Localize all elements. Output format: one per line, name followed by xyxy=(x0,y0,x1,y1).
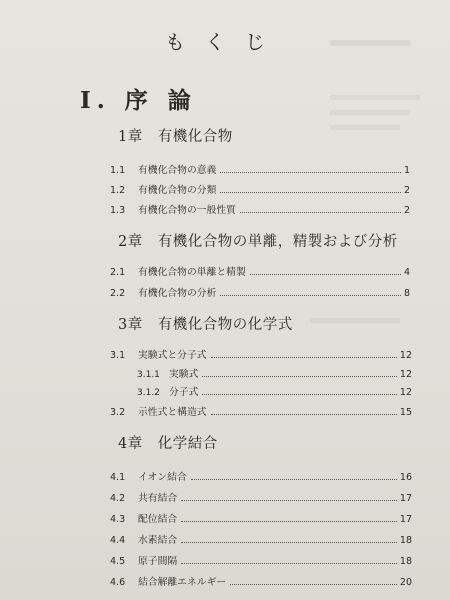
leader-dots xyxy=(240,212,401,213)
leader-dots xyxy=(181,521,397,522)
entry-number: 4.4 xyxy=(110,535,126,546)
toc-entry[interactable] xyxy=(110,182,410,196)
entry-number: 3.1.2 xyxy=(137,388,160,398)
page-title: もくじ xyxy=(165,30,285,54)
show-through-mark xyxy=(330,125,400,130)
toc-entry[interactable] xyxy=(110,469,412,483)
leader-dots xyxy=(220,295,401,296)
entry-page: 17 xyxy=(399,514,412,525)
entry-page: 4 xyxy=(403,267,410,278)
leader-dots xyxy=(202,376,397,377)
entry-number: 2.1 xyxy=(110,267,126,278)
entry-number: 3.2 xyxy=(110,407,126,418)
leader-dots xyxy=(230,584,397,585)
entry-number: 4.2 xyxy=(110,493,126,504)
entry-title: 有機化合物の単離と精製 xyxy=(138,267,246,278)
leader-dots xyxy=(181,542,397,543)
entry-title: 配位結合 xyxy=(138,514,178,525)
entry-page: 12 xyxy=(399,369,412,380)
entry-title: 分子式 xyxy=(169,387,199,398)
toc-entry[interactable] xyxy=(110,490,412,504)
entry-page: 15 xyxy=(399,407,412,418)
toc-entry[interactable] xyxy=(110,553,412,567)
entry-number: 3.1 xyxy=(110,350,126,361)
entry-number: 2.2 xyxy=(110,288,126,299)
show-through-mark xyxy=(310,318,400,323)
leader-dots xyxy=(211,357,397,358)
entry-title: 結合解離エネルギー xyxy=(138,577,227,588)
entry-title: 有機化合物の分類 xyxy=(138,185,217,196)
leader-dots xyxy=(181,500,397,501)
entry-number: 4.6 xyxy=(110,577,126,588)
entry-title: 共有結合 xyxy=(138,493,178,504)
toc-entry[interactable] xyxy=(110,202,410,216)
chapter-heading: 4章 化学結合 xyxy=(118,436,218,452)
toc-entry[interactable] xyxy=(110,574,412,588)
show-through-mark xyxy=(330,110,410,115)
entry-page: 18 xyxy=(399,556,412,567)
toc-subentry[interactable] xyxy=(137,384,412,398)
toc-entry[interactable] xyxy=(110,347,412,361)
entry-title: 有機化合物の分析 xyxy=(138,288,217,299)
toc-entry[interactable] xyxy=(110,285,410,299)
entry-number: 4.3 xyxy=(110,514,126,525)
toc-subentry[interactable] xyxy=(137,366,412,380)
part-heading xyxy=(80,82,197,115)
leader-dots xyxy=(202,394,397,395)
leader-dots xyxy=(191,479,397,480)
entry-page: 20 xyxy=(399,577,412,588)
part-title: 序 論 xyxy=(124,87,197,114)
entry-page: 12 xyxy=(399,387,412,398)
part-numeral: I. xyxy=(80,87,111,114)
entry-page: 18 xyxy=(399,535,412,546)
entry-number: 4.1 xyxy=(110,472,126,483)
chapter-heading: 1章 有機化合物 xyxy=(118,129,233,145)
toc-entry[interactable] xyxy=(110,532,412,546)
leader-dots xyxy=(211,414,397,415)
entry-title: 実験式と分子式 xyxy=(138,350,207,361)
entry-title: 原子間隔 xyxy=(138,556,178,567)
leader-dots xyxy=(181,563,397,564)
toc-entry[interactable] xyxy=(110,264,410,278)
entry-page: 12 xyxy=(399,350,412,361)
entry-number: 1.2 xyxy=(110,185,126,196)
entry-page: 17 xyxy=(399,493,412,504)
entry-page: 2 xyxy=(403,205,410,216)
chapter-heading: 2章 有機化合物の単離，精製および分析 xyxy=(118,234,398,250)
entry-page: 16 xyxy=(399,472,412,483)
entry-title: 示性式と構造式 xyxy=(138,407,207,418)
entry-page: 2 xyxy=(403,185,410,196)
toc-entry[interactable] xyxy=(110,162,410,176)
entry-title: イオン結合 xyxy=(138,472,187,483)
chapter-heading: 3章 有機化合物の化学式 xyxy=(118,317,293,333)
toc-entry[interactable] xyxy=(110,511,412,525)
entry-title: 水素結合 xyxy=(138,535,178,546)
entry-number: 3.1.1 xyxy=(137,370,160,380)
entry-page: 8 xyxy=(403,288,410,299)
leader-dots xyxy=(250,274,401,275)
entry-page: 1 xyxy=(403,165,410,176)
entry-number: 1.3 xyxy=(110,205,126,216)
toc-entry[interactable] xyxy=(110,404,412,418)
entry-title: 有機化合物の一般性質 xyxy=(138,205,236,216)
entry-number: 1.1 xyxy=(110,165,126,176)
show-through-mark xyxy=(330,95,420,100)
entry-number: 4.5 xyxy=(110,556,126,567)
leader-dots xyxy=(220,192,401,193)
entry-title: 有機化合物の意義 xyxy=(138,165,217,176)
entry-title: 実験式 xyxy=(169,369,199,380)
leader-dots xyxy=(220,172,401,173)
